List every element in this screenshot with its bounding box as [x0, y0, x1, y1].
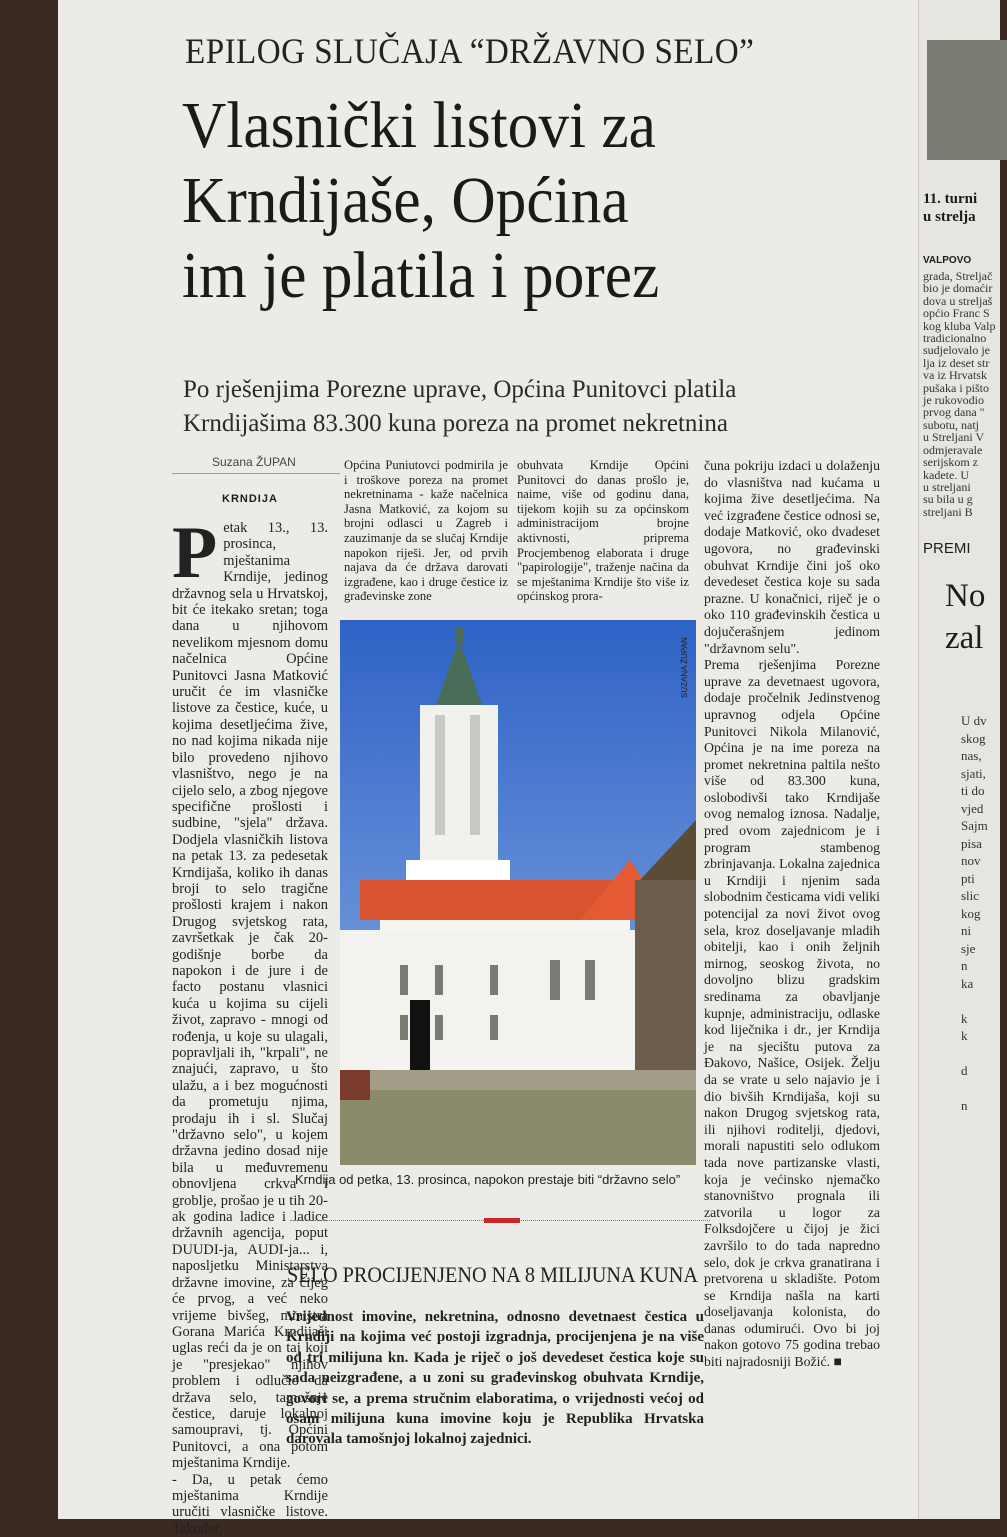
- adjacent-text-line: kog: [961, 905, 981, 921]
- photo-credit: SUZANA ŽUPAN: [680, 637, 689, 698]
- adjacent-text-line: vjed: [961, 800, 984, 816]
- adjacent-text-line: lja iz deset str: [923, 355, 990, 370]
- headline-line: im je platila i porez: [182, 239, 660, 312]
- adjacent-text-line: n: [961, 1098, 968, 1113]
- adjacent-text: [923, 270, 995, 518]
- adjacent-text-line: grada, Streljač: [923, 269, 993, 283]
- adjacent-text-line: ni: [961, 923, 972, 938]
- article-column-4: [704, 458, 880, 1488]
- adjacent-text-line: slic: [961, 888, 980, 903]
- adjacent-text-line: pušaka i pišto: [923, 380, 989, 395]
- adjacent-photo: [927, 40, 1007, 160]
- adjacent-text-line: [961, 1045, 988, 1063]
- church-illustration: [340, 620, 696, 1165]
- adjacent-headline-line: 11. turni: [923, 191, 978, 207]
- adjacent-big-headline: [945, 575, 985, 659]
- adjacent-big-line: No: [945, 578, 986, 614]
- column-text: Prema rješenjima Porezne uprave za devetnaest ugovora, dodaje pročelnik Jedinstvenog upravnog odjela Općine Punitovci Nikola Milanović, Općina je na ime poreza na promet nekretnina paltila nešto više od 83.300 kuna, oslobodivši tako Krndijaše ovog nemalog iznosa. Nadalje, pred ovom zajednicom je i program stambenog zbrinjavanja. Lokalna zajednica u Krndiji i njenim sada slobodnim česticama vidi veliki potencijal za novi život ovog sela, kroz doseljavanje mladih obitelji, kao i onih željnih mirnog, seoskog života, no dovoljno blizu gradskim sredinama za obavljanje kupnje, administraciju, odlaske kod liječnika i dr., jer Krndija je na sjecištu putova za Đakovo, Našice, Osijek. Želju da se vrate u selo najavio je i dio bivših Krndijaša, koji su nakon Drugog svjetskog rata, ili njihovi roditelji, djedovi, morali napustiti selo odlukom tada nove partizanske vlasti, koja je većinsko njemačko stanovništvo prognala ili zatvorila u logor za Folksdojčere u čijoj je žici završilo to do tada napredno selo, dok je crkva granatirana i pretvorena u skladište. Potom se Krndija našla na karti doseljavanja kolonista, do danas odumirući. Ovo bi joj nakon gotovo 75 godina trebao biti najradosniji Božić. ■: [704, 657, 880, 1370]
- article-column-2: [344, 458, 508, 608]
- adjacent-text-line: dova u streljaš: [923, 293, 993, 308]
- column-text: - Da, u petak ćemo mještanima Krndije uručiti vlasničke listove. Također,: [172, 1471, 328, 1537]
- column-text: čuna pokriju izdaci u dolaženju do vlasništva nad kućama u kojima žive desetljećima. Na već izgrađene čestice odnosi se, dodaje Matković, oko dvadeset ugovora, no građevinski obuhvat Krndije čini još oko devedeset čestica koje su sada prazne. U konačnici, riječ je o oko 110 građevinskih čestica u dojučerašnjem jedinom "državnom selu".: [704, 458, 880, 656]
- adjacent-text-line: nas,: [961, 748, 982, 763]
- adjacent-text-line: k: [961, 1028, 968, 1043]
- adjacent-text-line: tradicionalno: [923, 331, 987, 346]
- adjacent-text-line: sudjelovalo je: [923, 343, 990, 358]
- adjacent-text-line: va iz Hrvatsk: [923, 368, 987, 383]
- photo-caption: Krndija od petka, 13. prosinca, napokon prestaje biti “državno selo”: [295, 1172, 681, 1187]
- adjacent-text-line: pisa: [961, 835, 982, 851]
- adjacent-big-line: zal: [945, 620, 984, 656]
- adjacent-text-line: [961, 992, 988, 1010]
- column-text: obuhvata Krndije Općini Punitovci do danas prošlo je, naime, više od godinu dana, tijekom kojih su za općinskom administracijom brojne aktivnosti, priprema Procjembenog elaborata i druge "papirologije", traženje načina da se mještanima Krndije što više iz općinskog prora-: [517, 458, 689, 604]
- adjacent-text-line: Sajm: [961, 818, 988, 833]
- adjacent-text-line: općio Franc S: [923, 306, 990, 321]
- adjacent-text-line: subotu, natj: [923, 417, 979, 432]
- article-kicker: EPILOG SLUČAJA “DRŽAVNO SELO”: [185, 31, 755, 71]
- adjacent-text-line: ti do: [961, 783, 985, 798]
- adjacent-page: [918, 0, 1000, 1519]
- article-column-3: [517, 458, 689, 608]
- headline-line: Vlasnički listovi za: [182, 89, 656, 162]
- adjacent-text-line: kog kluba Valp: [923, 318, 996, 333]
- adjacent-text-line: prvog dana ": [923, 405, 985, 420]
- headline-line: Krndijaše, Općina: [182, 164, 629, 237]
- column-text: Općina Puniutovci podmirila je i troškove poreza na promet nekretninama - kaže načelnica Jasna Matković, za kojom su brojni odlasci u Zagreb i zauzimanje da se slučaj Krndije napokon riješi. Jer, od prvih najava da će država darovati izgrađene, kao i druge čestice iz građevinske zone: [344, 458, 508, 604]
- sidebar-box-title: SELO PROCIJENJENO NA 8 MILIJUNA KUNA: [287, 1262, 699, 1287]
- byline: Suzana ŽUPAN: [212, 455, 296, 469]
- adjacent-text-line: u Streljani V: [923, 430, 985, 445]
- accent-divider: [484, 1218, 520, 1223]
- adjacent-text-line: ka: [961, 975, 974, 991]
- article-deck: [183, 373, 883, 441]
- adjacent-headline-line: u strelja: [923, 209, 976, 225]
- adjacent-text-line: sjati,: [961, 765, 986, 781]
- adjacent-dateline: VALPOVO: [923, 255, 972, 266]
- column-text: etak 13., 13. prosinca, mještanima Krndije, jedinog državnog sela u Hrvatskoj, bit će itekako sretan; toga dana u njihovom nevelikom mjesnom domu načelnica Općine Punitovci Jasna Matković uručit će im vlasničke listove za čestice, kuće, u kojima desetljećima žive, no nad kojima nikada nije bilo provedeno njihovo vlasništvo, nego je na cijelo selo, a zbog njegove specifične prošlosti i sudbine, "sjela" država. Dodjela vlasničkih listova na petak 13. za pedesetak Krndijaša, koliko ih danas broji to selo tragične prošlosti krajem i nakon Drugog svjetskog rata, završetkak je čak 20-godišnje borbe da napokon i de jure i de facto postanu vlasnici kuća u kojima su cijeli život, zapravo - mnogi od rođenja, u koje su ulagali, popravljali ih, "krpali", ne znajući, zapravo, u što ulažu, a i bez mogućnosti da prometuju njima, prodaju ih i sl. Slučaj "državno selo", u kojem državna jedino dosad nije bila u međuvremenu obnovljena crkva i groblje, prošao je u tih 20-ak godina ladice i ladice državnih agencija, poput DUUDI-ja, AUDI-ja... i, naposljetku Ministarstva državne imovine, za čijeg će prvog, a već neko vrijeme bivšeg, ministra Gorana Marića Krndijaši uglas reći da je on taj koji je "presjekao" njihov problem i odlučio da država selo, tamošnje čestice, daruje lokalnoj samoupravi, tj. Općini Punitovci, a ona potom mještanima Krndije.: [172, 520, 328, 1472]
- deck-line: Krndijašima 83.300 kuna poreza na promet nekretnina: [183, 410, 728, 437]
- church-photo: [340, 620, 696, 1165]
- adjacent-text-line: nov: [961, 853, 981, 868]
- adjacent-text-line: su bila u g: [923, 492, 973, 507]
- adjacent-text-line: skog: [961, 730, 986, 746]
- adjacent-text-2: [961, 712, 988, 1115]
- adjacent-text-line: n: [961, 958, 968, 973]
- article-headline: [182, 88, 882, 313]
- adjacent-text-line: bio je domaćir: [923, 281, 993, 296]
- adjacent-text-line: je rukovodio: [923, 393, 984, 408]
- adjacent-text-line: kadete. U: [923, 467, 969, 482]
- deck-line: Po rješenjima Porezne uprave, Općina Punitovci platila: [183, 376, 737, 403]
- section-tag: KRNDIJA: [222, 493, 278, 505]
- adjacent-text-line: d: [961, 1063, 968, 1078]
- adjacent-text-line: serijskom z: [923, 455, 978, 470]
- adjacent-section: PREMI: [923, 540, 971, 557]
- adjacent-text-line: k: [961, 1010, 968, 1026]
- adjacent-text-line: sje: [961, 940, 976, 956]
- adjacent-text-line: odmjeravale: [923, 442, 983, 457]
- adjacent-headline: [923, 190, 977, 226]
- drop-cap: P: [172, 512, 218, 594]
- adjacent-text-line: [961, 1080, 988, 1098]
- sidebar-box-text: Vrijednost imovine, nekretnina, odnosno devetnaest čestica u Krndiji na kojima već postoji izgradnja, procijenjena je na više od tri milijuna kn. Kada je riječ o još devedeset čestica koje su sada neizgrađene, a u zoni su građevinskog obuhvata Krndije, govori se, a prema stručnim elaboratima, o vrijednosti većoj od osam milijuna kuna imovine koju je Republika Hrvatska darovala tamošnjoj lokalnoj zajednici.: [286, 1309, 704, 1448]
- byline-rule: [172, 473, 340, 474]
- adjacent-text-line: streljani B: [923, 504, 973, 519]
- adjacent-text-line: u streljani: [923, 479, 971, 494]
- adjacent-text-line: U dv: [961, 713, 987, 728]
- adjacent-text-line: pti: [961, 870, 975, 886]
